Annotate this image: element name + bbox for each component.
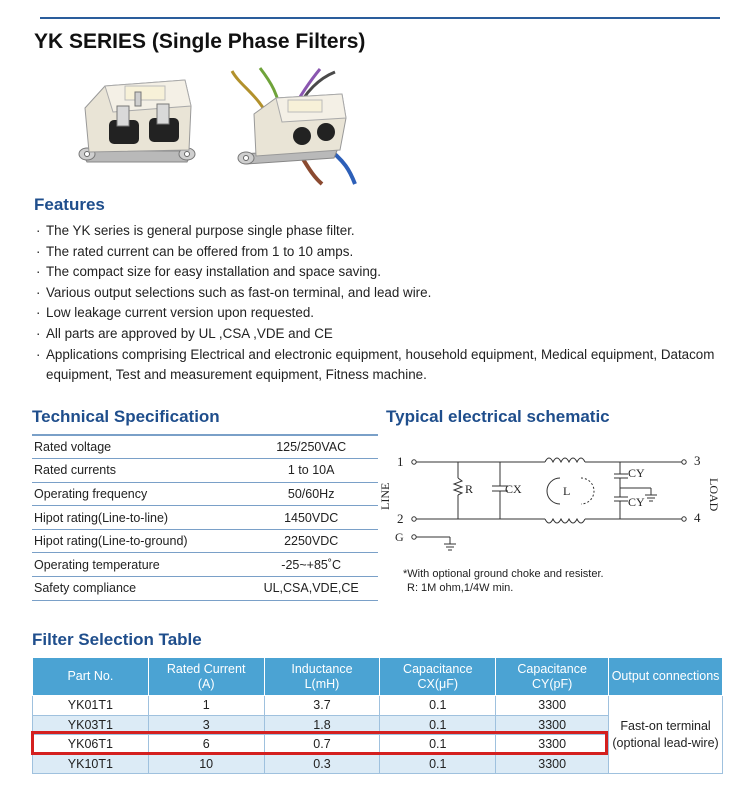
spec-value: 1 to 10A (244, 459, 378, 483)
cell-cy: 3300 (496, 696, 609, 716)
spec-value: 125/250VAC (244, 435, 378, 459)
cell-inductance: 3.7 (264, 696, 380, 716)
page-title: YK SERIES (Single Phase Filters) (34, 30, 366, 53)
feature-item: · The YK series is general purpose single phase filter. (36, 221, 736, 242)
cell-cx: 0.1 (380, 754, 496, 774)
spec-value: 1450VDC (244, 506, 378, 530)
line-label: LINE (378, 482, 392, 510)
pin-3-label: 3 (694, 453, 701, 468)
cell-part-no: YK01T1 (33, 696, 149, 716)
electrical-schematic (380, 440, 725, 565)
spec-table (32, 434, 378, 601)
output-line-1: Fast-on terminal (620, 718, 711, 733)
schematic-note (403, 567, 604, 595)
cell-cx: 0.1 (380, 735, 496, 755)
col-header-capacitance-cx: Capacitance CX(μF) (380, 658, 496, 696)
spec-row (32, 435, 378, 459)
col-header-part-no: Part No. (33, 658, 149, 696)
pin-2-label: 2 (397, 511, 404, 526)
cell-part-no: YK06T1 (33, 735, 149, 755)
spec-value: 2250VDC (244, 529, 378, 553)
cell-cy: 3300 (496, 754, 609, 774)
feature-item: · Various output selections such as fast-on terminal, and lead wire. (36, 283, 736, 304)
col-header-capacitance-cy: Capacitance CY(pF) (496, 658, 609, 696)
feature-item: · The compact size for easy installation and space saving. (36, 262, 736, 283)
cx-label: CX (505, 482, 522, 496)
col-header-inductance: Inductance L(mH) (264, 658, 380, 696)
table-row (33, 696, 723, 716)
cell-part-no: YK03T1 (33, 715, 149, 735)
feature-item: · All parts are approved by UL ,CSA ,VDE and CE (36, 324, 736, 345)
cell-rated-current: 10 (148, 754, 264, 774)
cell-cx: 0.1 (380, 696, 496, 716)
feature-item: · Low leakage current version upon requested. (36, 303, 736, 324)
spec-label: Hipot rating(Line-to-ground) (32, 529, 244, 553)
spec-label: Operating temperature (32, 553, 244, 577)
top-rule (40, 17, 720, 19)
cell-inductance: 0.7 (264, 735, 380, 755)
col-header-output-connections: Output connections (609, 658, 723, 696)
spec-row (32, 459, 378, 483)
cell-part-no: YK10T1 (33, 754, 149, 774)
cell-output-connections (609, 696, 723, 774)
spec-row (32, 577, 378, 601)
spec-label: Operating frequency (32, 482, 244, 506)
cy-bottom-label: CY (628, 495, 645, 509)
cell-rated-current: 3 (148, 715, 264, 735)
spec-row (32, 506, 378, 530)
filter-selection-table (32, 657, 723, 774)
load-label: LOAD (707, 478, 721, 512)
selection-heading: Filter Selection Table (32, 630, 202, 649)
features-list (36, 221, 736, 386)
schematic-note-line-1: *With optional ground choke and resister. (403, 568, 604, 580)
schematic-heading: Typical electrical schematic (386, 407, 610, 426)
spec-label: Rated voltage (32, 435, 244, 459)
spec-row (32, 553, 378, 577)
product-photo-fast-on (75, 66, 200, 176)
table-header-row (33, 658, 723, 696)
pin-4-label: 4 (694, 510, 701, 525)
cy-top-label: CY (628, 466, 645, 480)
cell-rated-current: 1 (148, 696, 264, 716)
schematic-note-line-2: R: 1M ohm,1/4W min. (407, 582, 514, 594)
output-line-2: (optional lead-wire) (612, 735, 719, 750)
cell-cy: 3300 (496, 735, 609, 755)
cell-cx: 0.1 (380, 715, 496, 735)
inductor-label: L (563, 484, 571, 498)
features-heading: Features (34, 195, 105, 214)
spec-label: Hipot rating(Line-to-line) (32, 506, 244, 530)
cell-rated-current: 6 (148, 735, 264, 755)
ground-pin-label: G (395, 530, 404, 544)
spec-heading: Technical Specification (32, 407, 220, 426)
cell-cy: 3300 (496, 715, 609, 735)
spec-row (32, 529, 378, 553)
spec-value: 50/60Hz (244, 482, 378, 506)
cell-inductance: 1.8 (264, 715, 380, 735)
spec-label: Safety compliance (32, 577, 244, 601)
pin-1-label: 1 (397, 454, 404, 469)
col-header-rated-current: Rated Current (A) (148, 658, 264, 696)
resistor-label: R (465, 482, 474, 496)
product-photo-lead-wire (230, 66, 380, 186)
cell-inductance: 0.3 (264, 754, 380, 774)
feature-item: · Applications comprising Electrical and electronic equipment, household equipment, Medical equipment, Datacom equipment, Test and measurement equipment, Fitness machine. (36, 345, 736, 386)
spec-label: Rated currents (32, 459, 244, 483)
spec-row (32, 482, 378, 506)
spec-value: UL,CSA,VDE,CE (244, 577, 378, 601)
spec-value: -25~+85˚C (244, 553, 378, 577)
feature-item: · The rated current can be offered from 1 to 10 amps. (36, 242, 736, 263)
